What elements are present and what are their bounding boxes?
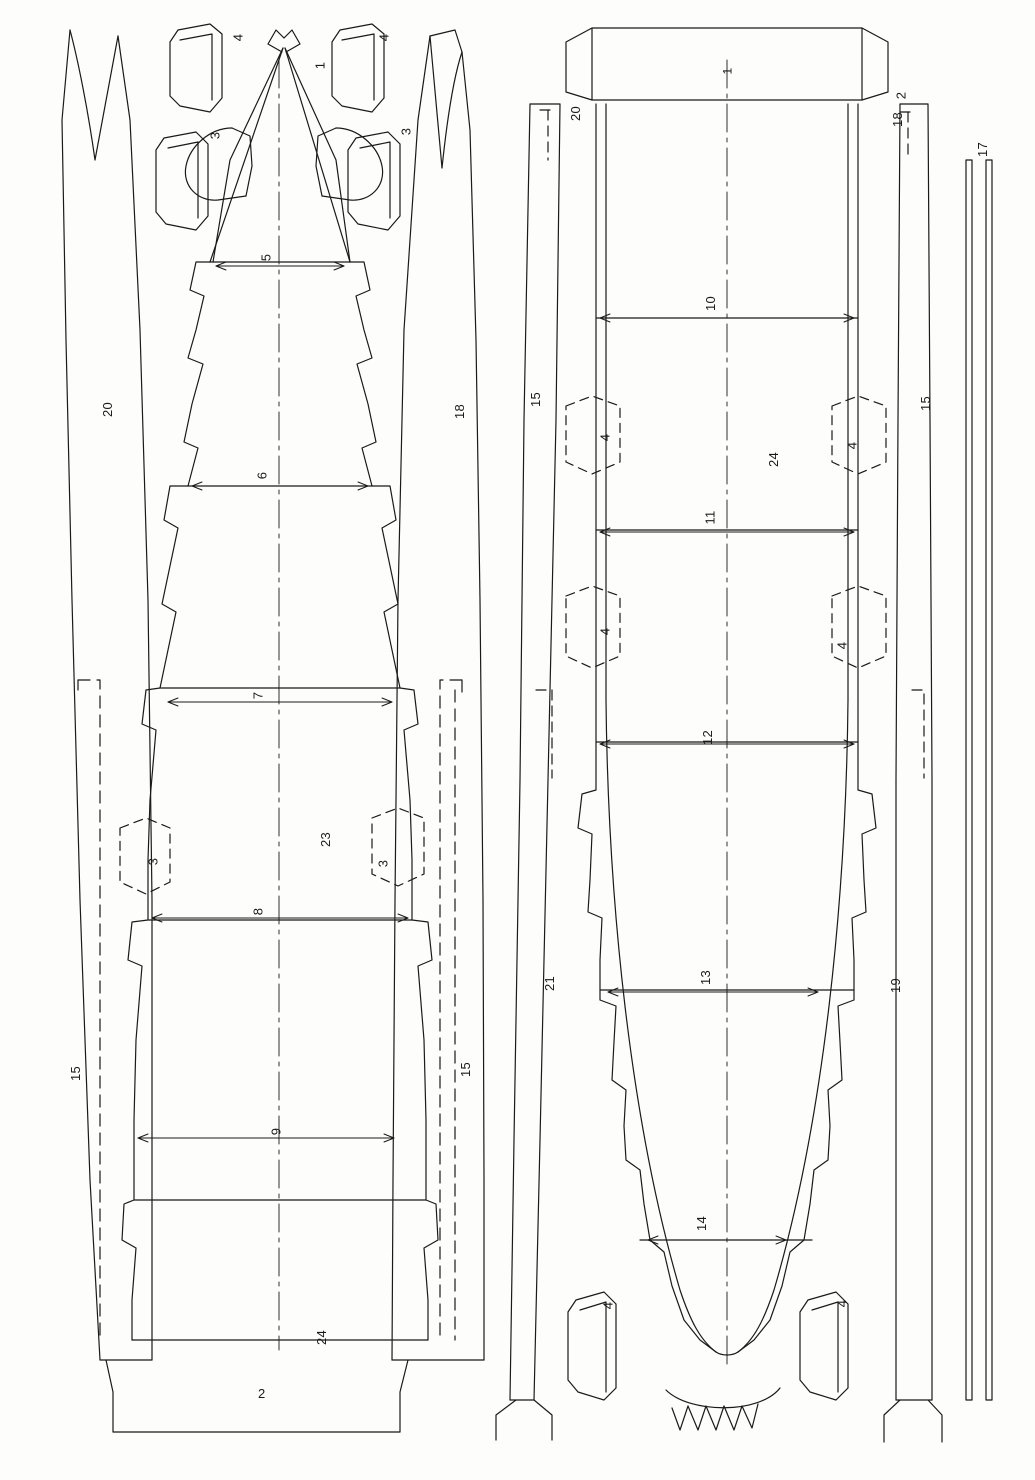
dim-15-b: 15: [458, 1061, 474, 1078]
dim-10: 10: [703, 295, 719, 312]
callout-18-left: 18: [452, 403, 468, 420]
callout-4-g: 4: [600, 1301, 616, 1310]
callout-4-a: 4: [230, 33, 246, 42]
dim-12: 12: [700, 729, 716, 746]
callout-21: 21: [542, 975, 558, 992]
callout-20-right: 20: [568, 105, 584, 122]
rod-parts: [966, 160, 992, 1400]
dim-11: 11: [702, 510, 718, 525]
dim-15-a: 15: [68, 1065, 84, 1082]
callout-18-right: 18: [890, 111, 906, 128]
callout-2-right: 2: [893, 91, 909, 100]
callout-19: 19: [888, 977, 904, 994]
callout-4-d: 4: [844, 441, 860, 450]
dim-15-d: 15: [918, 395, 934, 412]
callout-4-b: 4: [376, 33, 392, 42]
dim-15-c: 15: [528, 391, 544, 408]
left-center-body: [122, 30, 438, 1350]
callout-3-c: 3: [145, 857, 161, 866]
left-dashed-hex: [120, 808, 424, 894]
callout-17: 17: [975, 141, 991, 158]
callout-3-b: 3: [398, 127, 414, 136]
dim-6: 6: [254, 471, 270, 480]
left-inner-panel: [392, 30, 484, 1360]
dim-8: 8: [250, 907, 266, 916]
callout-4-c: 4: [597, 433, 613, 442]
callout-4-h: 4: [834, 1299, 850, 1308]
callout-23: 23: [318, 831, 334, 848]
right-outer-right-strip: [884, 104, 942, 1442]
mark-1-top: 1: [720, 67, 735, 75]
callout-24-right: 24: [766, 451, 782, 468]
callout-20-left: 20: [100, 401, 116, 418]
callout-3-d: 3: [375, 859, 391, 868]
callout-1: 1: [312, 61, 328, 70]
dim-14: 14: [694, 1215, 710, 1232]
callout-4-f: 4: [834, 641, 850, 650]
callout-2-left: 2: [258, 1386, 266, 1401]
left-outer-panel: [62, 30, 408, 1432]
callout-4-e: 4: [597, 627, 613, 636]
dim-13: 13: [698, 969, 714, 986]
dim-7: 7: [250, 691, 266, 700]
dim-5: 5: [258, 253, 274, 262]
left-dimension-arrows: [138, 262, 408, 1142]
callout-3-a: 3: [207, 131, 223, 140]
right-outer-left-strip: [496, 104, 560, 1440]
callout-24-left: 24: [314, 1329, 330, 1346]
right-main-body: [578, 60, 876, 1430]
dim-9: 9: [268, 1127, 284, 1136]
